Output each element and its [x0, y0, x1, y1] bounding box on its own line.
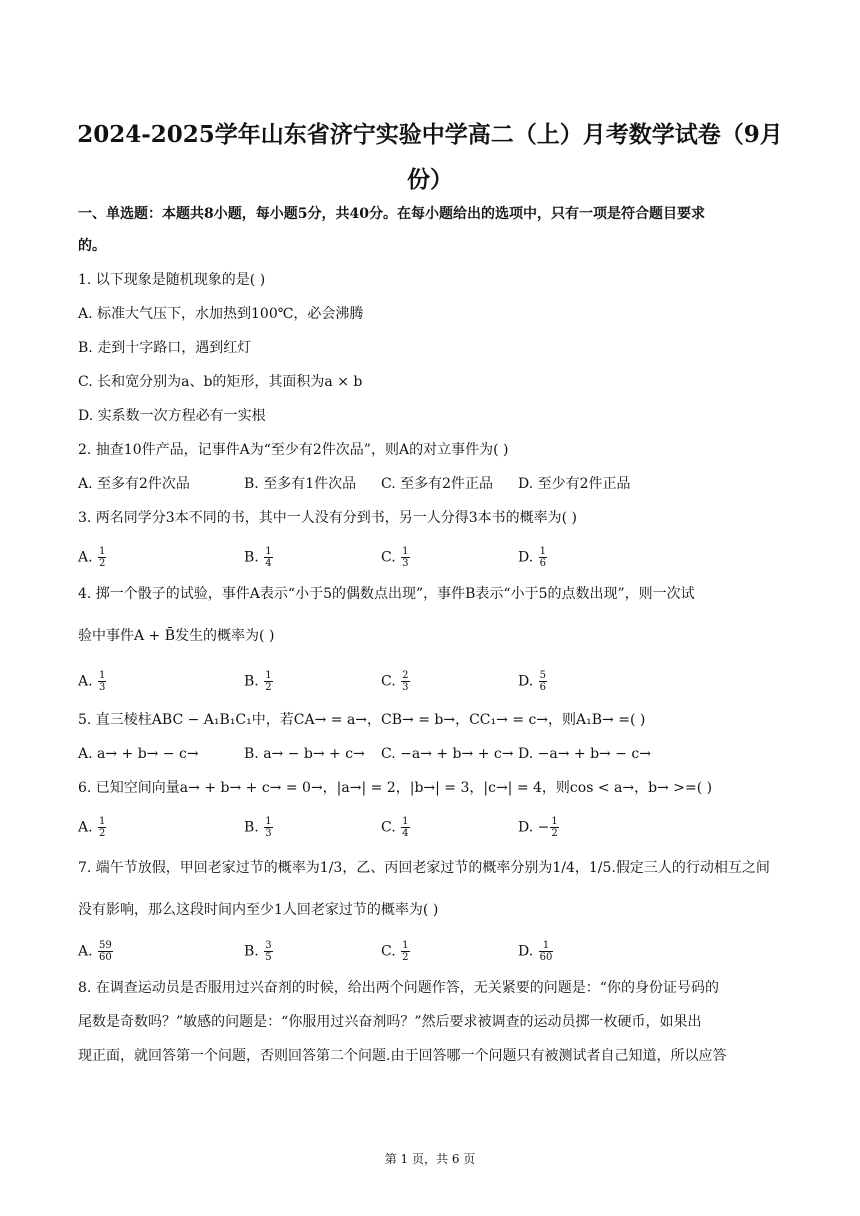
q5-option-d: D. −a→ + b→ − c→ [518, 746, 651, 762]
q7-c-label: C. [381, 943, 401, 960]
q7-option-c [381, 940, 411, 963]
page-title [70, 112, 790, 202]
q5-option-a: A. a→ + b→ − c→ [78, 746, 199, 762]
q6-b-fraction [264, 816, 272, 839]
q6-a-fraction [98, 816, 106, 839]
q4-option-d [518, 670, 548, 693]
q4-b-den: 2 [265, 682, 272, 693]
q7-a-fraction [98, 940, 113, 963]
q4-d-num: 5 [539, 670, 547, 681]
section-heading-line-1: 一、单选题：本题共8小题，每小题5分，共40分。在每小题给出的选项中，只有一项是符合题目要求 [78, 206, 705, 222]
q4-a-den: 3 [99, 682, 106, 693]
q4-option-b [244, 670, 274, 693]
q7-c-fraction [401, 940, 409, 963]
q6-option-d [518, 816, 560, 839]
q3-d-label: D. [518, 549, 538, 566]
q4-option-c [381, 670, 411, 693]
q3-c-den: 3 [402, 558, 409, 569]
q6-b-num: 1 [265, 816, 272, 827]
q4-b-label: B. [244, 673, 264, 690]
q1-option-b: B. 走到十字路口，遇到红灯 [78, 340, 252, 356]
q3-c-label: C. [381, 549, 401, 566]
q6-option-a [78, 816, 107, 839]
q6-option-c [381, 816, 411, 839]
q2-option-c: C. 至多有2件正品 [381, 476, 494, 492]
q4-a-label: A. [78, 673, 98, 690]
q6-c-den: 4 [402, 828, 409, 839]
q6-d-den: 2 [551, 828, 558, 839]
q3-option-a [78, 546, 107, 569]
q6-d-label: D. − [518, 819, 550, 836]
q7-stem-line-2: 没有影响，那么这段时间内至少1人回老家过节的概率为( ) [78, 902, 439, 918]
q1-option-a: A. 标准大气压下，水加热到100℃，必会沸腾 [78, 306, 364, 322]
q3-d-den: 6 [539, 558, 547, 569]
q4-a-fraction [98, 670, 106, 693]
q5-option-b: B. a→ − b→ + c→ [244, 746, 365, 762]
q4-d-label: D. [518, 673, 538, 690]
section-heading-line-2: 的。 [78, 238, 106, 254]
q4-c-num: 2 [402, 670, 409, 681]
q7-option-a [78, 940, 114, 963]
q7-b-fraction [264, 940, 272, 963]
title-line-2: 份） [407, 166, 453, 193]
q7-b-label: B. [244, 943, 264, 960]
q3-b-den: 4 [265, 558, 272, 569]
q7-a-label: A. [78, 943, 98, 960]
q4-b-num: 1 [265, 670, 272, 681]
q8-line-1: 8. 在调查运动员是否服用过兴奋剂的时候，给出两个问题作答，无关紧要的问题是：“你的身份证号码的 [78, 980, 719, 996]
q5-stem: 5. 直三棱柱ABC − A₁B₁C₁中，若CA→ = a→，CB→ = b→，CC₁→ = c→，则A₁B→ =( ) [78, 712, 646, 728]
q3-a-den: 2 [99, 558, 106, 569]
q6-a-num: 1 [99, 816, 106, 827]
q3-a-fraction [98, 546, 106, 569]
q4-c-fraction [401, 670, 409, 693]
q6-a-den: 2 [99, 828, 106, 839]
q4-c-den: 3 [402, 682, 409, 693]
q3-d-fraction [539, 546, 547, 569]
q8-line-3: 现正面，就回答第一个问题，否则回答第二个问题.由于回答哪一个问题只有被测试者自己知道，所以应答 [78, 1048, 727, 1064]
q7-a-num: 59 [99, 940, 112, 951]
q4-c-label: C. [381, 673, 401, 690]
q6-stem: 6. 已知空间向量a→ + b→ + c→ = 0→，|a→| = 2，|b→| = 3，|c→| = 4，则cos < a→，b→ >=( ) [78, 780, 713, 796]
q7-b-num: 3 [265, 940, 272, 951]
title-line-1: 2024-2025学年山东省济宁实验中学高二（上）月考数学试卷（9月 [77, 121, 783, 148]
q4-d-fraction [539, 670, 547, 693]
q6-option-b [244, 816, 274, 839]
q2-option-b: B. 至多有1件次品 [244, 476, 357, 492]
q7-d-den: 60 [539, 952, 553, 963]
q3-option-b [244, 546, 274, 569]
q1-option-c: C. 长和宽分别为a、b的矩形，其面积为a × b [78, 374, 363, 390]
q8-line-2: 尾数是奇数吗？”敏感的问题是：“你服用过兴奋剂吗？”然后要求被调查的运动员掷一枚硬币，如果出 [78, 1014, 702, 1030]
q2-option-a: A. 至多有2件次品 [78, 476, 190, 492]
q4-option-a [78, 670, 107, 693]
q7-option-b [244, 940, 274, 963]
q7-c-num: 1 [402, 940, 409, 951]
q4-d-den: 6 [539, 682, 547, 693]
q2-stem: 2. 抽查10件产品，记事件A为“至少有2件次品”，则A的对立事件为( ) [78, 442, 509, 458]
q3-b-fraction [264, 546, 272, 569]
q3-d-num: 1 [539, 546, 547, 557]
q7-b-den: 5 [265, 952, 272, 963]
q4-stem-line-2: 验中事件A + B̄发生的概率为( ) [78, 628, 275, 644]
q6-b-label: B. [244, 819, 264, 836]
q3-b-label: B. [244, 549, 264, 566]
q7-c-den: 2 [402, 952, 409, 963]
q2-option-d: D. 至少有2件正品 [518, 476, 631, 492]
q1-stem: 1. 以下现象是随机现象的是( ) [78, 272, 266, 288]
q6-a-label: A. [78, 819, 98, 836]
q3-option-d [518, 546, 548, 569]
q6-c-label: C. [381, 819, 401, 836]
q5-option-c: C. −a→ + b→ + c→ [381, 746, 514, 762]
q7-d-fraction [539, 940, 554, 963]
q4-b-fraction [264, 670, 272, 693]
q6-c-fraction [401, 816, 409, 839]
q3-stem: 3. 两名同学分3本不同的书，其中一人没有分到书，另一人分得3本书的概率为( ) [78, 510, 577, 526]
q3-a-label: A. [78, 549, 98, 566]
q3-b-num: 1 [265, 546, 272, 557]
q7-a-den: 60 [99, 952, 112, 963]
q7-option-d [518, 940, 554, 963]
q3-option-c [381, 546, 411, 569]
q3-a-num: 1 [99, 546, 106, 557]
q6-d-fraction [550, 816, 558, 839]
page-footer: 第 1 页，共 6 页 [384, 1152, 476, 1166]
q7-stem-line-1: 7. 端午节放假，甲回老家过节的概率为1/3，乙、丙回老家过节的概率分别为1/4，1/5.假定三人的行动相互之间 [78, 860, 770, 876]
q6-d-num: 1 [551, 816, 558, 827]
q1-option-d: D. 实系数一次方程必有一实根 [78, 408, 266, 424]
q6-b-den: 3 [265, 828, 272, 839]
q3-c-num: 1 [402, 546, 409, 557]
q7-d-num: 1 [539, 940, 554, 952]
q4-a-num: 1 [99, 670, 106, 681]
q6-c-num: 1 [402, 816, 409, 827]
q7-d-label: D. [518, 943, 538, 960]
q4-stem-line-1: 4. 掷一个骰子的试验，事件A表示“小于5的偶数点出现”，事件B表示“小于5的点数出现”，则一次试 [78, 586, 695, 602]
q3-c-fraction [401, 546, 409, 569]
